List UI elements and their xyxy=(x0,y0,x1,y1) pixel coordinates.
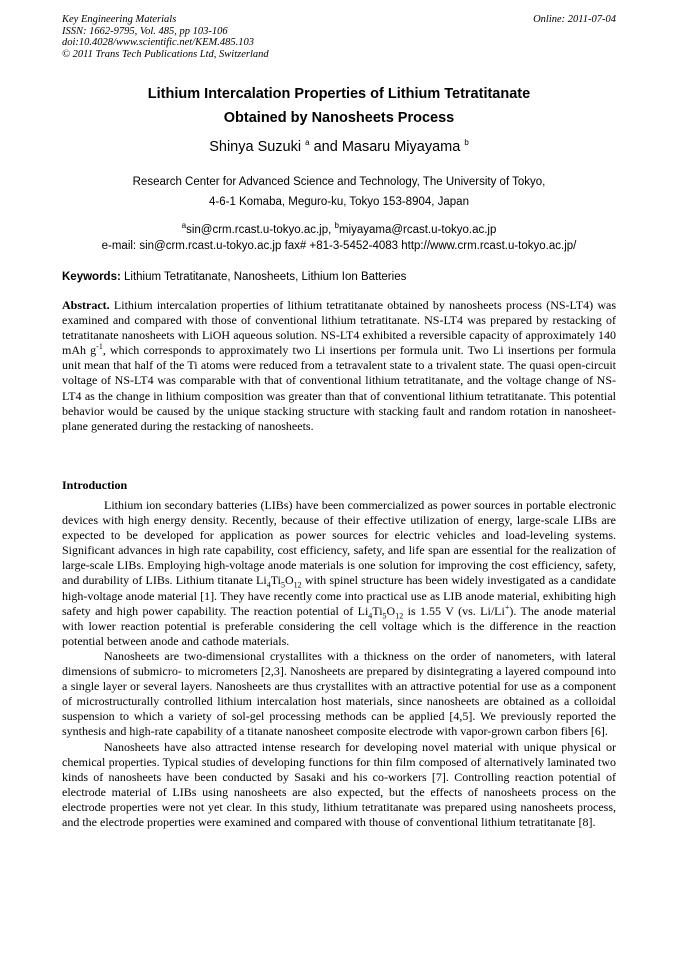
author-conjunction: and xyxy=(313,139,338,155)
journal-header xyxy=(62,14,616,60)
formula-o-n: 12 xyxy=(293,580,302,590)
formula-o: O xyxy=(386,603,396,618)
author-1-mark: a xyxy=(305,138,310,148)
email-a[interactable]: sin@crm.rcast.u-tokyo.ac.jp, xyxy=(186,224,335,236)
introduction-body xyxy=(62,498,616,830)
formula-o: O xyxy=(284,573,294,588)
formula-o-n: 12 xyxy=(395,611,404,621)
author-1: Shinya Suzuki xyxy=(209,139,302,155)
intro-p1-b: with spinel structure has been widely investigated as a candidate high-voltage anode material [1]. They have recently come into practical use as LIB anode material, exhibiting high safety and high power capability. The reaction potential of xyxy=(62,573,616,618)
title-line-2: Obtained by Nanosheets Process xyxy=(223,110,455,126)
keywords-label: Keywords: xyxy=(62,271,121,283)
abstract-label: Abstract. xyxy=(62,298,110,312)
intro-p1-d: ). The anode material with lower reaction potential is preferable considering the cell voltage which is the difference in the reaction potential between anode and cathode materials. xyxy=(62,603,616,648)
intro-paragraph-1 xyxy=(62,498,616,649)
affiliation-line-2: 4-6-1 Komaba, Meguro-ku, Tokyo 153-8904, Japan xyxy=(209,196,469,208)
affiliation xyxy=(62,172,616,212)
intro-paragraph-2: Nanosheets are two-dimensional crystallites with a thickness on the order of nanometers, with lateral dimensions of submicro- to micrometers [2,3]. Nanosheets are prepared by disintegrating a layered compound into a single layer or several layers. Nanosheets are thus crystallites with an attractive potential for use as a component of microstructurally controlled lithium intercalation host materials, since nanosheets are obtained as a colloidal suspension to which a variety of sol-gel processing methods can be applied [4,5]. We previously reported the synthesis and high-rate capability of a titanate nanosheet composite electrode with vapor-grown carbon fibers [6]. xyxy=(62,648,616,739)
contact-info xyxy=(62,222,616,254)
formula-lto-2 xyxy=(357,603,404,621)
doi-line[interactable]: doi:10.4028/www.scientific.net/KEM.485.103 xyxy=(62,37,254,48)
formula-ti-n: 5 xyxy=(382,611,387,621)
paper-title xyxy=(62,82,616,130)
introduction-heading: Introduction xyxy=(62,478,128,492)
formula-li-n: 4 xyxy=(266,580,271,590)
abstract xyxy=(62,298,616,434)
formula-li: Li xyxy=(256,573,267,588)
author-2-mark: b xyxy=(464,138,469,148)
journal-name: Key Engineering Materials xyxy=(62,14,177,25)
keywords xyxy=(62,270,616,285)
intro-p1-sup: + xyxy=(504,602,510,612)
author-list xyxy=(62,138,616,156)
author-2: Masaru Miyayama xyxy=(341,139,461,155)
online-date: Online: 2011-07-04 xyxy=(533,14,616,25)
title-line-1: Lithium Intercalation Properties of Lithium Tetratitanate xyxy=(147,86,531,102)
contact-line: e-mail: sin@crm.rcast.u-tokyo.ac.jp fax# +81-3-5452-4083 http://www.crm.rcast.u-tokyo.ac.jp/ xyxy=(101,240,577,252)
formula-ti-n: 5 xyxy=(280,580,285,590)
email-b[interactable]: miyayama@rcast.u-tokyo.ac.jp xyxy=(338,224,497,236)
email-line xyxy=(62,222,616,238)
intro-paragraph-3: Nanosheets have also attracted intense research for developing novel material with unique physical or chemical properties. Typical studies of developing functions for thin film composed of alternatively laminated two kinds of nanosheets have been conducted by Sasaki and his co-workers [7]. Controlling reaction potential of electrode material of LIBs using nanosheets are also expected, but the effects of nanosheets process on the electrode properties were not yet clear. In this study, lithium tetratitanate was prepared using nanosheets process, and the electrode properties were examined and compared with thouse of conventional lithium tetratitanate [8]. xyxy=(62,739,616,829)
abstract-text-2: , which corresponds to approximately two Li insertions per formula unit. Two Li insertions per formula unit mean that half of the Ti atoms were reduced from a tetravalent state to a trivalent state. The quasi open-circuit voltage of NS-LT4 was comparable with that of conventional lithium tetratitanate, and the voltage change of NS-LT4 as the change in lithium composition was greater than that of conventional lithium tetratitanate. This potential behavior would be caused by the unique stacking structure with stacking fault and random rotation in nanosheet-plane generated during the restacking of nanosheets. xyxy=(62,343,616,433)
email-mark-a: a xyxy=(181,221,187,231)
formula-ti: Ti xyxy=(372,603,383,618)
abstract-sup: -1 xyxy=(96,342,103,352)
intro-p1-c: is 1.55 V (vs. Li/Li xyxy=(403,603,505,618)
formula-lto-1 xyxy=(256,573,302,590)
affiliation-line-1: Research Center for Advanced Science and Technology, The University of Tokyo, xyxy=(132,176,546,188)
copyright-line: © 2011 Trans Tech Publications Ltd, Switzerland xyxy=(62,48,269,60)
keywords-text: Lithium Tetratitanate, Nanosheets, Lithium Ion Batteries xyxy=(124,271,407,283)
formula-ti: Ti xyxy=(270,573,281,588)
intro-p1-a: Lithium ion secondary batteries (LIBs) have been commercialized as power sources in portable electronic devices with high energy density. Recently, because of their effective utilization of energy, large-scale LIBs are expected to be developed for application as power sources for electric vehicles and load-leveling systems. Significant advances in high rate capability, cost efficiency, safety, and life span are essential for the realization of large-scale LIBs. Employing high-voltage anode materials is one solution for improving the cost efficiency, safety, and durability of LIBs. Lithium titanate xyxy=(62,498,616,588)
abstract-text-1: Lithium intercalation properties of lithium tetratitanate obtained by nanosheets process (NS-LT4) was examined and compared with those of conventional lithium tetratitanate. NS-LT4 was prepared by restacking of tetratitanate nanosheets with LiOH aqueous solution. NS-LT4 exhibited a reversible capacity of approximately 140 mAh g xyxy=(62,298,616,358)
issn-line: ISSN: 1662-9795, Vol. 485, pp 103-106 xyxy=(62,25,228,37)
email-mark-b: b xyxy=(334,221,339,231)
formula-li: Li xyxy=(357,603,369,618)
formula-li-n: 4 xyxy=(368,611,373,621)
